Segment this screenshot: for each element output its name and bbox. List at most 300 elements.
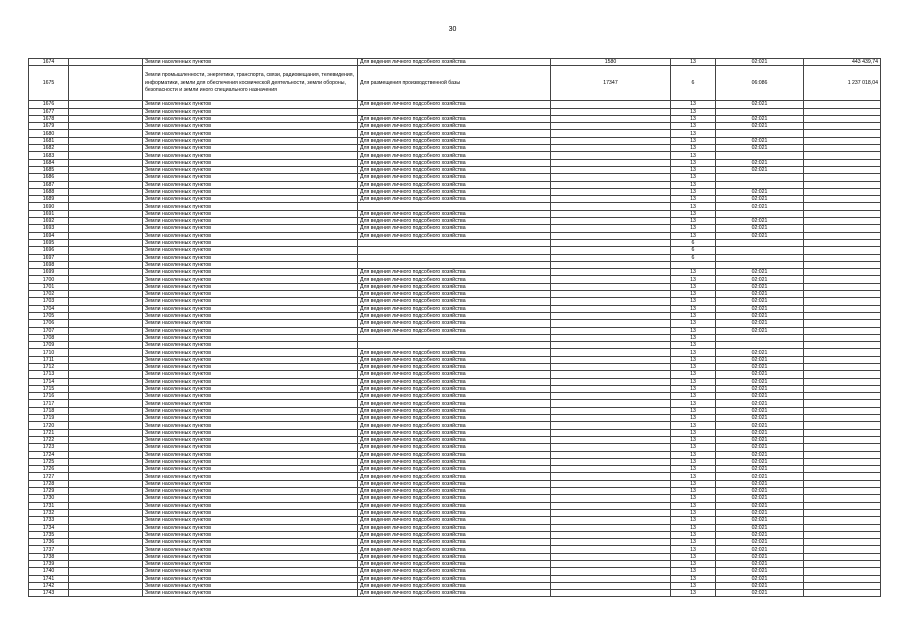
land-category-cell: Земли населенных пунктов: [143, 232, 358, 239]
row-number-cell: 1732: [29, 509, 69, 516]
code-cell: [716, 261, 804, 268]
group-cell: 13: [671, 488, 716, 495]
code-cell: 02:021: [716, 393, 804, 400]
table-row: [29, 546, 881, 553]
land-category-cell: Земли населенных пунктов: [143, 334, 358, 341]
row-number-cell: 1680: [29, 130, 69, 137]
row-number-cell: 1689: [29, 196, 69, 203]
area-cell: [551, 385, 671, 392]
cadastral-number-cell: [69, 531, 143, 538]
cadastral-value-cell: [804, 218, 881, 225]
land-category-cell: Земли населенных пунктов: [143, 480, 358, 487]
area-cell: [551, 349, 671, 356]
cadastral-number-cell: [69, 196, 143, 203]
row-number-cell: 1677: [29, 108, 69, 115]
code-cell: 02:021: [716, 276, 804, 283]
group-cell: 13: [671, 327, 716, 334]
land-category-cell: Земли населенных пунктов: [143, 568, 358, 575]
table-row: [29, 59, 881, 66]
code-cell: [716, 239, 804, 246]
row-number-cell: 1725: [29, 458, 69, 465]
table-row: [29, 407, 881, 414]
row-number-cell: 1728: [29, 480, 69, 487]
permitted-use-cell: [358, 342, 551, 349]
cadastral-number-cell: [69, 203, 143, 210]
code-cell: [716, 342, 804, 349]
table-row: [29, 232, 881, 239]
code-cell: [716, 247, 804, 254]
code-cell: 02:021: [716, 137, 804, 144]
land-category-cell: Земли промышленности, энергетики, транспорта, связи, радиовещания, телевидения, информатики, земли для обеспечения космической деятельности, земли обороны, безопасности и земли иного специального назначения: [143, 66, 358, 101]
cadastral-number-cell: [69, 145, 143, 152]
permitted-use-cell: [358, 334, 551, 341]
code-cell: 02:021: [716, 101, 804, 108]
group-cell: 13: [671, 188, 716, 195]
group-cell: 13: [671, 101, 716, 108]
row-number-cell: 1694: [29, 232, 69, 239]
code-cell: 06:086: [716, 66, 804, 101]
cadastral-value-cell: [804, 101, 881, 108]
group-cell: 13: [671, 305, 716, 312]
cadastral-value-cell: [804, 509, 881, 516]
area-cell: [551, 546, 671, 553]
land-category-cell: Земли населенных пунктов: [143, 239, 358, 246]
group-cell: 13: [671, 218, 716, 225]
land-category-cell: Земли населенных пунктов: [143, 59, 358, 66]
table-row: [29, 101, 881, 108]
cadastral-value-cell: [804, 575, 881, 582]
permitted-use-cell: Для ведения личного подсобного хозяйства: [358, 466, 551, 473]
cadastral-number-cell: [69, 210, 143, 217]
cadastral-number-cell: [69, 239, 143, 246]
row-number-cell: 1703: [29, 298, 69, 305]
permitted-use-cell: Для ведения личного подсобного хозяйства: [358, 174, 551, 181]
code-cell: 02:021: [716, 327, 804, 334]
cadastral-value-cell: [804, 196, 881, 203]
table-row: [29, 269, 881, 276]
area-cell: [551, 239, 671, 246]
group-cell: 13: [671, 59, 716, 66]
table-row: [29, 356, 881, 363]
row-number-cell: 1727: [29, 473, 69, 480]
land-category-cell: Земли населенных пунктов: [143, 305, 358, 312]
cadastral-value-cell: [804, 312, 881, 319]
land-category-cell: Земли населенных пунктов: [143, 509, 358, 516]
row-number-cell: 1710: [29, 349, 69, 356]
cadastral-value-cell: [804, 473, 881, 480]
cadastral-number-cell: [69, 188, 143, 195]
land-category-cell: Земли населенных пунктов: [143, 575, 358, 582]
land-category-cell: Земли населенных пунктов: [143, 312, 358, 319]
permitted-use-cell: Для ведения личного подсобного хозяйства: [358, 385, 551, 392]
area-cell: [551, 451, 671, 458]
permitted-use-cell: Для ведения личного подсобного хозяйства: [358, 415, 551, 422]
row-number-cell: 1742: [29, 582, 69, 589]
row-number-cell: 1688: [29, 188, 69, 195]
cadastral-number-cell: [69, 101, 143, 108]
code-cell: 02:021: [716, 159, 804, 166]
area-cell: [551, 101, 671, 108]
group-cell: 13: [671, 276, 716, 283]
land-category-cell: Земли населенных пунктов: [143, 488, 358, 495]
cadastral-number-cell: [69, 59, 143, 66]
land-category-cell: Земли населенных пунктов: [143, 123, 358, 130]
row-number-cell: 1741: [29, 575, 69, 582]
permitted-use-cell: Для ведения личного подсобного хозяйства: [358, 451, 551, 458]
cadastral-value-cell: [804, 524, 881, 531]
cadastral-value-cell: 1 237 018,04: [804, 66, 881, 101]
cadastral-number-cell: [69, 429, 143, 436]
permitted-use-cell: Для ведения личного подсобного хозяйства: [358, 232, 551, 239]
cadastral-value-cell: [804, 239, 881, 246]
code-cell: 02:021: [716, 524, 804, 531]
row-number-cell: 1705: [29, 312, 69, 319]
permitted-use-cell: Для ведения личного подсобного хозяйства: [358, 363, 551, 370]
group-cell: 13: [671, 568, 716, 575]
land-category-cell: Земли населенных пунктов: [143, 546, 358, 553]
table-row: [29, 378, 881, 385]
group-cell: 13: [671, 429, 716, 436]
code-cell: [716, 254, 804, 261]
code-cell: 02:021: [716, 400, 804, 407]
area-cell: [551, 196, 671, 203]
group-cell: 13: [671, 371, 716, 378]
land-category-cell: Земли населенных пунктов: [143, 181, 358, 188]
cadastral-number-cell: [69, 276, 143, 283]
table-row: [29, 196, 881, 203]
code-cell: 02:021: [716, 218, 804, 225]
permitted-use-cell: Для ведения личного подсобного хозяйства: [358, 291, 551, 298]
row-number-cell: 1690: [29, 203, 69, 210]
group-cell: 13: [671, 108, 716, 115]
cadastral-value-cell: [804, 531, 881, 538]
row-number-cell: 1735: [29, 531, 69, 538]
group-cell: 13: [671, 378, 716, 385]
row-number-cell: 1674: [29, 59, 69, 66]
group-cell: 13: [671, 203, 716, 210]
table-row: [29, 349, 881, 356]
code-cell: 02:021: [716, 312, 804, 319]
permitted-use-cell: [358, 254, 551, 261]
code-cell: [716, 152, 804, 159]
cadastral-value-cell: [804, 276, 881, 283]
permitted-use-cell: Для ведения личного подсобного хозяйства: [358, 283, 551, 290]
group-cell: 13: [671, 582, 716, 589]
permitted-use-cell: Для ведения личного подсобного хозяйства: [358, 502, 551, 509]
cadastral-value-cell: [804, 517, 881, 524]
land-category-cell: Земли населенных пунктов: [143, 269, 358, 276]
row-number-cell: 1679: [29, 123, 69, 130]
area-cell: [551, 305, 671, 312]
land-category-cell: Земли населенных пунктов: [143, 276, 358, 283]
code-cell: 02:021: [716, 123, 804, 130]
code-cell: [716, 130, 804, 137]
group-cell: 6: [671, 239, 716, 246]
area-cell: [551, 495, 671, 502]
land-category-cell: Земли населенных пунктов: [143, 393, 358, 400]
cadastral-value-cell: [804, 444, 881, 451]
cadastral-number-cell: [69, 356, 143, 363]
area-cell: [551, 327, 671, 334]
group-cell: 13: [671, 539, 716, 546]
cadastral-value-cell: [804, 378, 881, 385]
table-row: [29, 283, 881, 290]
cadastral-value-cell: [804, 269, 881, 276]
row-number-cell: 1712: [29, 363, 69, 370]
permitted-use-cell: Для ведения личного подсобного хозяйства: [358, 137, 551, 144]
group-cell: 13: [671, 480, 716, 487]
permitted-use-cell: Для ведения личного подсобного хозяйства: [358, 590, 551, 597]
table-row: [29, 400, 881, 407]
group-cell: 13: [671, 232, 716, 239]
land-category-cell: Земли населенных пунктов: [143, 298, 358, 305]
permitted-use-cell: Для ведения личного подсобного хозяйства: [358, 422, 551, 429]
table-row: [29, 517, 881, 524]
group-cell: 13: [671, 225, 716, 232]
area-cell: [551, 444, 671, 451]
cadastral-value-cell: [804, 225, 881, 232]
cadastral-value-cell: [804, 305, 881, 312]
row-number-cell: 1720: [29, 422, 69, 429]
cadastral-value-cell: [804, 400, 881, 407]
cadastral-value-cell: [804, 371, 881, 378]
code-cell: 02:021: [716, 502, 804, 509]
table-row: [29, 181, 881, 188]
group-cell: 13: [671, 590, 716, 597]
table-row: [29, 254, 881, 261]
permitted-use-cell: Для ведения личного подсобного хозяйства: [358, 123, 551, 130]
group-cell: 13: [671, 210, 716, 217]
cadastral-value-cell: [804, 137, 881, 144]
group-cell: 13: [671, 444, 716, 451]
group-cell: 6: [671, 66, 716, 101]
area-cell: [551, 123, 671, 130]
code-cell: 02:021: [716, 385, 804, 392]
permitted-use-cell: Для ведения личного подсобного хозяйства: [358, 269, 551, 276]
permitted-use-cell: Для ведения личного подсобного хозяйства: [358, 188, 551, 195]
cadastral-value-cell: [804, 415, 881, 422]
code-cell: 02:021: [716, 363, 804, 370]
table-row: [29, 385, 881, 392]
area-cell: [551, 568, 671, 575]
cadastral-value-cell: [804, 582, 881, 589]
table-row: [29, 429, 881, 436]
group-cell: 13: [671, 546, 716, 553]
land-category-cell: Земли населенных пунктов: [143, 115, 358, 122]
area-cell: [551, 590, 671, 597]
table-row: [29, 502, 881, 509]
permitted-use-cell: Для ведения личного подсобного хозяйства: [358, 159, 551, 166]
area-cell: 1580: [551, 59, 671, 66]
area-cell: [551, 269, 671, 276]
cadastral-number-cell: [69, 509, 143, 516]
code-cell: 02:021: [716, 305, 804, 312]
cadastral-value-cell: [804, 590, 881, 597]
land-category-cell: Земли населенных пунктов: [143, 553, 358, 560]
code-cell: 02:021: [716, 436, 804, 443]
group-cell: 13: [671, 458, 716, 465]
group-cell: 13: [671, 517, 716, 524]
cadastral-value-cell: [804, 385, 881, 392]
group-cell: 13: [671, 422, 716, 429]
land-category-cell: Земли населенных пунктов: [143, 210, 358, 217]
cadastral-value-cell: [804, 115, 881, 122]
code-cell: 02:021: [716, 188, 804, 195]
cadastral-number-cell: [69, 458, 143, 465]
table-row: [29, 531, 881, 538]
row-number-cell: 1704: [29, 305, 69, 312]
area-cell: [551, 415, 671, 422]
land-category-cell: Земли населенных пунктов: [143, 166, 358, 173]
cadastral-value-cell: [804, 356, 881, 363]
land-category-cell: Земли населенных пунктов: [143, 531, 358, 538]
permitted-use-cell: Для ведения личного подсобного хозяйства: [358, 582, 551, 589]
cadastral-number-cell: [69, 115, 143, 122]
land-category-cell: Земли населенных пунктов: [143, 466, 358, 473]
group-cell: 13: [671, 473, 716, 480]
row-number-cell: 1681: [29, 137, 69, 144]
group-cell: 13: [671, 312, 716, 319]
cadastral-value-cell: [804, 451, 881, 458]
cadastral-value-cell: 443 439,74: [804, 59, 881, 66]
row-number-cell: 1718: [29, 407, 69, 414]
area-cell: [551, 334, 671, 341]
land-category-cell: Земли населенных пунктов: [143, 261, 358, 268]
table-row: [29, 444, 881, 451]
cadastral-number-cell: [69, 546, 143, 553]
land-parcel-table: [28, 58, 881, 597]
group-cell: 13: [671, 502, 716, 509]
group-cell: 13: [671, 451, 716, 458]
area-cell: [551, 152, 671, 159]
code-cell: 02:021: [716, 145, 804, 152]
cadastral-number-cell: [69, 444, 143, 451]
permitted-use-cell: Для ведения личного подсобного хозяйства: [358, 196, 551, 203]
code-cell: 02:021: [716, 59, 804, 66]
cadastral-number-cell: [69, 225, 143, 232]
cadastral-value-cell: [804, 291, 881, 298]
code-cell: 02:021: [716, 466, 804, 473]
row-number-cell: 1702: [29, 291, 69, 298]
permitted-use-cell: Для ведения личного подсобного хозяйства: [358, 407, 551, 414]
cadastral-number-cell: [69, 422, 143, 429]
code-cell: 02:021: [716, 568, 804, 575]
group-cell: 13: [671, 400, 716, 407]
land-category-cell: Земли населенных пунктов: [143, 145, 358, 152]
group-cell: 13: [671, 115, 716, 122]
area-cell: [551, 174, 671, 181]
land-category-cell: Земли населенных пунктов: [143, 407, 358, 414]
area-cell: [551, 108, 671, 115]
area-cell: [551, 575, 671, 582]
cadastral-value-cell: [804, 546, 881, 553]
table-row: [29, 261, 881, 268]
land-category-cell: Земли населенных пунктов: [143, 385, 358, 392]
area-cell: [551, 218, 671, 225]
table-row: [29, 458, 881, 465]
cadastral-value-cell: [804, 422, 881, 429]
code-cell: 02:021: [716, 422, 804, 429]
cadastral-value-cell: [804, 458, 881, 465]
row-number-cell: 1696: [29, 247, 69, 254]
cadastral-value-cell: [804, 327, 881, 334]
table-row: [29, 393, 881, 400]
cadastral-number-cell: [69, 152, 143, 159]
permitted-use-cell: Для ведения личного подсобного хозяйства: [358, 517, 551, 524]
code-cell: 02:021: [716, 561, 804, 568]
permitted-use-cell: Для ведения личного подсобного хозяйства: [358, 553, 551, 560]
group-cell: 13: [671, 393, 716, 400]
land-category-cell: Земли населенных пунктов: [143, 283, 358, 290]
code-cell: 02:021: [716, 473, 804, 480]
table-row: [29, 225, 881, 232]
cadastral-value-cell: [804, 159, 881, 166]
permitted-use-cell: Для ведения личного подсобного хозяйства: [358, 305, 551, 312]
group-cell: 13: [671, 356, 716, 363]
row-number-cell: 1730: [29, 495, 69, 502]
group-cell: 13: [671, 123, 716, 130]
cadastral-value-cell: [804, 108, 881, 115]
permitted-use-cell: Для ведения личного подсобного хозяйства: [358, 488, 551, 495]
row-number-cell: 1734: [29, 524, 69, 531]
group-cell: 13: [671, 436, 716, 443]
group-cell: 13: [671, 130, 716, 137]
area-cell: [551, 254, 671, 261]
code-cell: 02:021: [716, 378, 804, 385]
land-category-cell: Земли населенных пунктов: [143, 159, 358, 166]
table-row: [29, 371, 881, 378]
table-row: [29, 298, 881, 305]
table-row: [29, 363, 881, 370]
cadastral-number-cell: [69, 342, 143, 349]
table-row: [29, 575, 881, 582]
code-cell: 02:021: [716, 283, 804, 290]
area-cell: [551, 115, 671, 122]
group-cell: 13: [671, 159, 716, 166]
cadastral-number-cell: [69, 393, 143, 400]
permitted-use-cell: Для ведения личного подсобного хозяйства: [358, 458, 551, 465]
cadastral-number-cell: [69, 590, 143, 597]
cadastral-number-cell: [69, 553, 143, 560]
code-cell: 02:021: [716, 582, 804, 589]
permitted-use-cell: Для ведения личного подсобного хозяйства: [358, 568, 551, 575]
table-row: [29, 582, 881, 589]
code-cell: 02:021: [716, 590, 804, 597]
permitted-use-cell: Для ведения личного подсобного хозяйства: [358, 546, 551, 553]
group-cell: 13: [671, 466, 716, 473]
cadastral-value-cell: [804, 363, 881, 370]
cadastral-number-cell: [69, 371, 143, 378]
cadastral-number-cell: [69, 305, 143, 312]
cadastral-number-cell: [69, 123, 143, 130]
row-number-cell: 1716: [29, 393, 69, 400]
code-cell: [716, 174, 804, 181]
permitted-use-cell: Для ведения личного подсобного хозяйства: [358, 130, 551, 137]
table-row: [29, 488, 881, 495]
area-cell: [551, 378, 671, 385]
table-row: [29, 305, 881, 312]
area-cell: [551, 342, 671, 349]
row-number-cell: 1678: [29, 115, 69, 122]
area-cell: [551, 436, 671, 443]
area-cell: [551, 232, 671, 239]
row-number-cell: 1726: [29, 466, 69, 473]
table-row: [29, 210, 881, 217]
row-number-cell: 1691: [29, 210, 69, 217]
cadastral-number-cell: [69, 407, 143, 414]
cadastral-number-cell: [69, 378, 143, 385]
table-row: [29, 422, 881, 429]
